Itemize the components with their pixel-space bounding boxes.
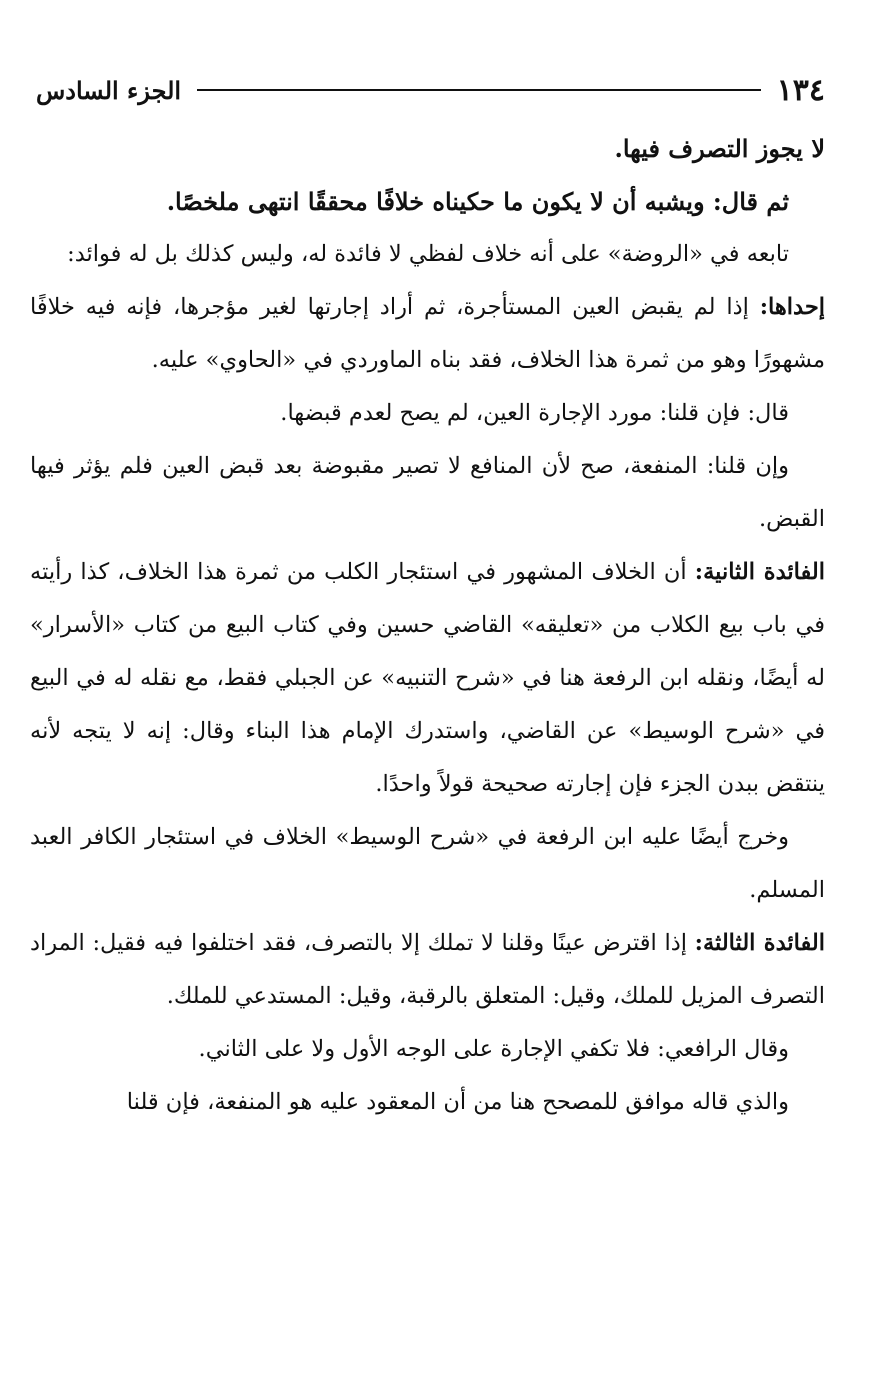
paragraph-lead: الفائدة الثالثة: [694, 930, 825, 956]
page-body [30, 122, 825, 1129]
paragraph-text: إذا اقترض عينًا وقلنا لا تملك إلا بالتصرف، فقد اختلفوا فيه فقيل: المراد التصرف المزيل للملك، وقيل: المتعلق بالرقبة، وقيل: المستدعي للملك. [30, 930, 825, 1009]
paragraph-text: أن الخلاف المشهور في استئجار الكلب من ثمرة هذا الخلاف، كذا رأيته في باب بيع الكلاب من «تعليقه» القاضي حسين وفي كتاب البيع من كتاب «الأسرار» له أيضًا، ونقله ابن الرفعة هنا في «شرح التنبيه» عن الجبلي فقط، مع نقله له في البيع في «شرح الوسيط» عن القاضي، واستدرك الإمام هذا البناء وقال: إنه لا يتجه لأنه ينتقض ببدن الجزء فإن إجارته صحيحة قولاً واحدًا. [30, 559, 825, 797]
paragraph-text: وقال الرافعي: فلا تكفي الإجارة على الوجه الأول ولا على الثاني. [198, 1036, 789, 1062]
paragraph-text: قال: فإن قلنا: مورد الإجارة العين، لم يصح لعدم قبضها. [280, 400, 789, 426]
paragraph-text: ثم قال: ويشبه أن لا يكون ما حكيناه خلافًا محققًا انتهى ملخصًا. [166, 187, 789, 216]
paragraph-lead: الفائدة الثانية: [694, 559, 825, 585]
header-rule [197, 89, 761, 91]
paragraph-text: والذي قاله موافق للمصحح هنا من أن المعقود عليه هو المنفعة، فإن قلنا [126, 1089, 789, 1115]
paragraph [30, 1023, 825, 1076]
paragraph-text: إذا لم يقبض العين المستأجرة، ثم أراد إجارتها لغير مؤجرها، فإنه فيه خلافًا مشهورًا وهو من ثمرة هذا الخلاف، فقد بناه الماوردي في «الحاوي» عليه. [30, 294, 825, 373]
paragraph [30, 175, 825, 228]
paragraph [30, 228, 825, 281]
paragraph-text: تابعه في «الروضة» على أنه خلاف لفظي لا فائدة له، وليس كذلك بل له فوائد: [67, 241, 789, 267]
paragraph [30, 1076, 825, 1129]
paragraph [30, 917, 825, 1023]
paragraph-lead: إحداها: [759, 294, 825, 320]
running-head: الجزء السادس [36, 75, 182, 105]
paragraph [30, 546, 825, 811]
paragraph-text: لا يجوز التصرف فيها. [614, 134, 825, 163]
paragraph [30, 811, 825, 917]
page-number: ١٣٤ [776, 72, 825, 108]
paragraph [30, 440, 825, 546]
paragraph [30, 387, 825, 440]
paragraph-text: وإن قلنا: المنفعة، صح لأن المنافع لا تصير مقبوضة بعد قبض العين فلم يؤثر فيها القبض. [30, 453, 825, 532]
paragraph [30, 281, 825, 387]
page-header [36, 70, 825, 110]
paragraph-text: وخرج أيضًا عليه ابن الرفعة في «شرح الوسيط» الخلاف في استئجار الكافر العبد المسلم. [30, 824, 825, 903]
paragraph [30, 122, 825, 175]
